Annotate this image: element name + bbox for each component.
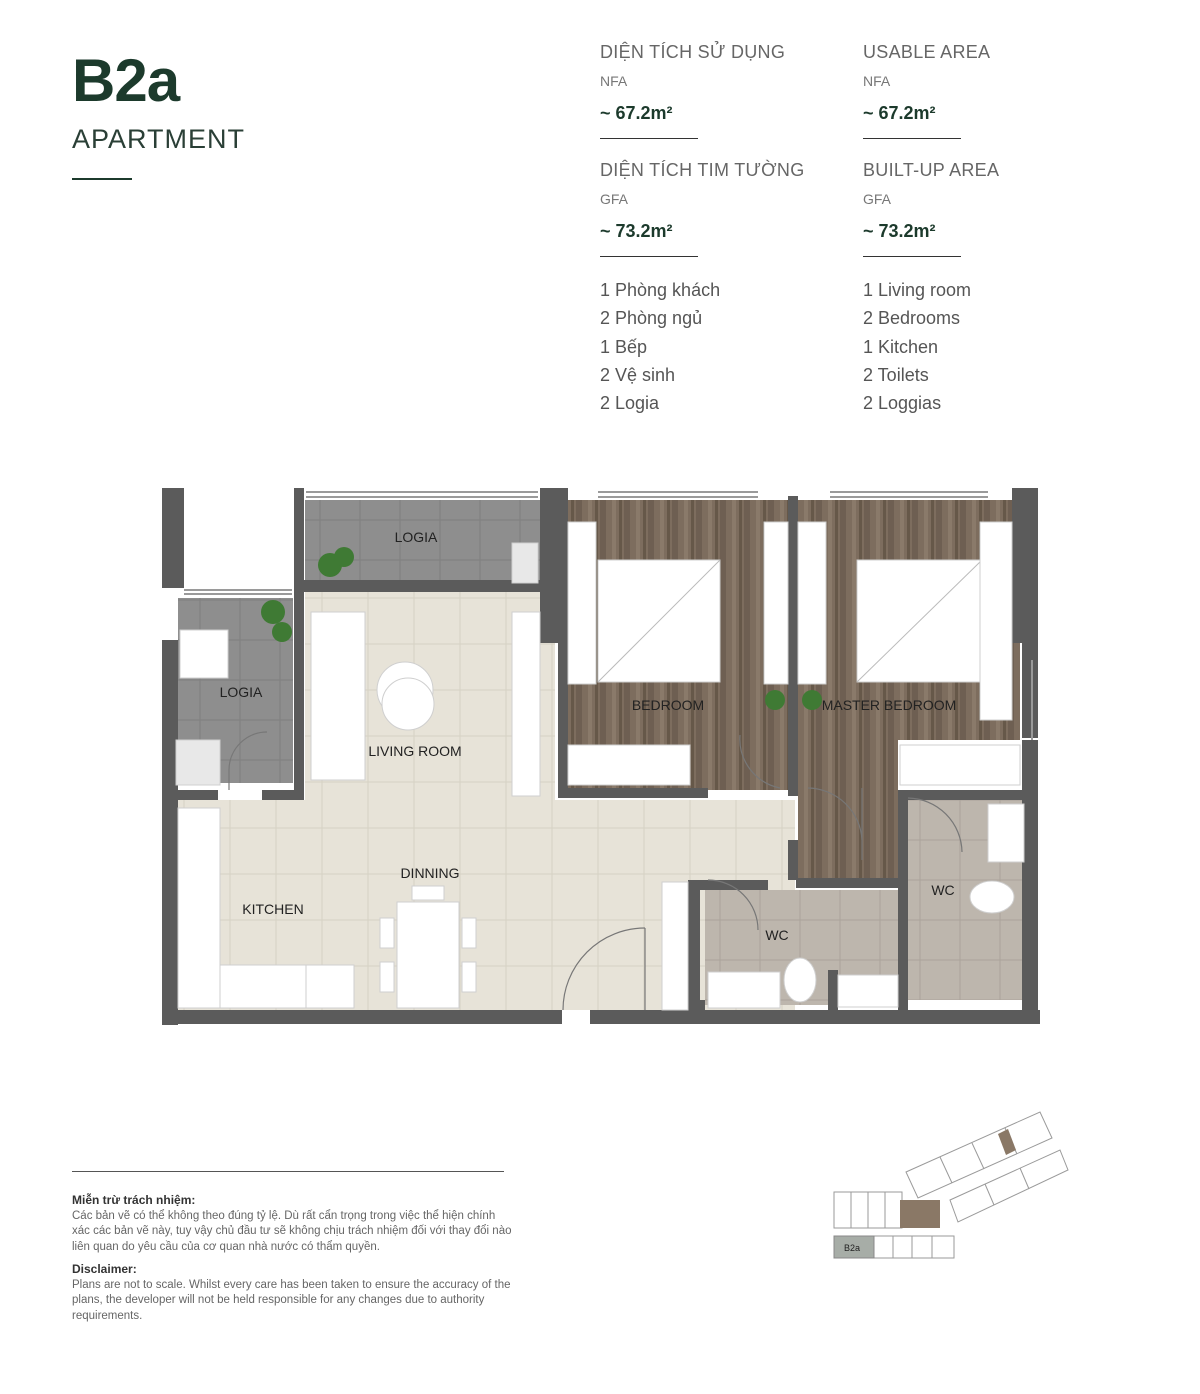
wc-right-label: WC: [931, 882, 955, 898]
title-divider: [72, 178, 132, 180]
room-list-vi: [600, 276, 720, 417]
room-list-en: [863, 276, 971, 417]
room-item: 1 Phòng khách: [600, 280, 721, 300]
disclaimer-divider: [72, 1171, 504, 1172]
disclaimer-vi-title: Miễn trừ trách nhiệm:: [72, 1193, 196, 1207]
apartment-subtitle: APARTMENT: [72, 124, 246, 154]
living-room-label: LIVING ROOM: [368, 743, 462, 759]
dinning-label: DINNING: [400, 865, 460, 881]
wc-left-label: WC: [765, 927, 789, 943]
spec-usable-area-vi: [600, 42, 840, 139]
spec-built-up-area-vi: [600, 160, 840, 257]
spec-label: DIỆN TÍCH SỬ DỤNG: [600, 42, 786, 62]
spec-divider: [863, 138, 961, 139]
disclaimer-vi: [72, 1193, 512, 1255]
spec-sub: GFA: [600, 191, 629, 207]
disclaimer-en-text: Plans are not to scale. Whilst every care has been taken to ensure the accuracy of the plans, the developer will not be held responsible for any changes due to authority requirements.: [72, 1278, 511, 1322]
spec-divider: [863, 256, 961, 257]
key-plan-highlight: [900, 1200, 940, 1228]
spec-value: ~ 73.2m²: [863, 221, 936, 241]
room-item: 2 Phòng ngủ: [600, 308, 703, 329]
spec-built-up-area-en: [863, 160, 1103, 257]
spec-sub: NFA: [863, 73, 891, 89]
bedroom-label: BEDROOM: [631, 697, 705, 713]
spec-divider: [600, 138, 698, 139]
room-item: 2 Loggias: [863, 393, 942, 414]
spec-label: DIỆN TÍCH TIM TƯỜNG: [600, 160, 805, 180]
spec-value: ~ 73.2m²: [600, 221, 673, 241]
spec-sub: GFA: [863, 191, 892, 207]
disclaimer-vi-text: Các bản vẽ có thể không theo đúng tỷ lệ. Dù rất cẩn trọng trong việc thể hiện chính xác các bản vẽ này, tuy vậy chủ đầu tư sẽ không chịu trách nhiệm đối với thay đổi nào liên quan do yêu cầu của cơ quan nhà nước có thẩm quyền.: [72, 1209, 512, 1253]
logia-top-label: LOGIA: [394, 529, 438, 545]
kitchen-label: KITCHEN: [242, 901, 304, 917]
room-item: 2 Bedrooms: [863, 308, 961, 329]
corridor-floor: [798, 740, 898, 880]
spec-label: USABLE AREA: [863, 42, 991, 62]
room-item: 2 Logia: [600, 393, 660, 414]
room-item: 2 Toilets: [863, 364, 929, 385]
spec-usable-area-en: [863, 42, 1103, 139]
key-plan: [828, 1108, 1078, 1268]
room-item: 2 Vệ sinh: [600, 364, 676, 385]
room-item: 1 Bếp: [600, 336, 648, 357]
key-plan-label: B2a: [843, 1243, 861, 1253]
spec-value: ~ 67.2m²: [600, 103, 673, 123]
room-item: 1 Kitchen: [863, 336, 939, 357]
master-bedroom-label: MASTER BEDROOM: [821, 697, 957, 713]
spec-label: BUILT-UP AREA: [863, 160, 1000, 180]
floor-plan: [160, 486, 1040, 1026]
apartment-code: B2a: [72, 47, 180, 114]
logia-left-label: LOGIA: [219, 684, 263, 700]
room-item: 1 Living room: [863, 280, 972, 300]
spec-value: ~ 67.2m²: [863, 103, 936, 123]
spec-divider: [600, 256, 698, 257]
disclaimer-en-title: Disclaimer:: [72, 1262, 137, 1276]
disclaimer-en: [72, 1262, 512, 1324]
spec-sub: NFA: [600, 73, 628, 89]
